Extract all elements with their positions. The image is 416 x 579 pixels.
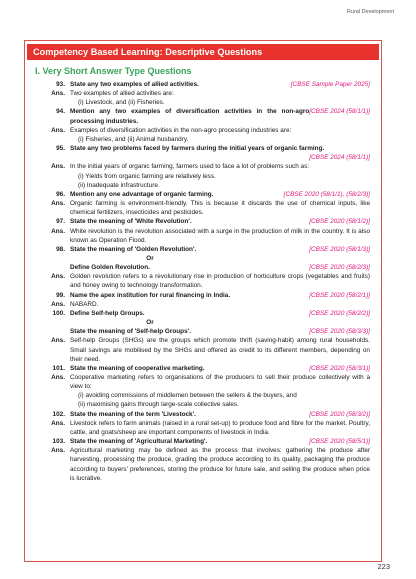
answer-label: Ans. (51, 419, 65, 427)
question-row (30, 364, 370, 373)
question-text: [CBSE 2020 (58/2/2)] Define Self-help Groups. (70, 309, 370, 317)
subpoint-text: (ii) Inadequate infrastructure. (78, 181, 160, 189)
question-number: 102. (52, 410, 65, 418)
exam-source-tag: [CBSE 2020 (58/2/2)] (309, 309, 370, 317)
question-row (30, 410, 370, 419)
or-separator (30, 254, 370, 263)
exam-source-tag: [CBSE 2020 (58/2/1)] (309, 291, 370, 299)
answer-row (30, 419, 370, 437)
question-number: 101. (52, 364, 65, 372)
answer-text: Examples of diversification activities in the non-agro processing industries are: (70, 126, 292, 134)
question-row (30, 107, 370, 125)
question-row (30, 309, 370, 318)
answer-row (30, 89, 370, 98)
question-number: 103. (52, 438, 65, 446)
answer-text: Organic farming is environment-friendly. This is because it discards the use of chemical inputs, like chemical fertilizers, insecticides and pesticides. (70, 200, 370, 217)
question-number: 94. (56, 108, 65, 116)
question-row (30, 263, 370, 272)
question-text: [CBSE 2020 (58/3/2)] State the meaning of the term 'Livestock'. (70, 410, 370, 418)
answer-row (30, 199, 370, 217)
answer-text: Self-help Groups (SHGs) are the groups which promote thrift (saving-habit) among rural households. Small savings are mobilised by the SHGs and offered as credit to its different members, depending on their need. (70, 337, 370, 363)
exam-source-tag: [CBSE Sample Paper 2025] (290, 81, 370, 88)
question-row (30, 80, 370, 89)
subpoint-text: (i) Fisheries, and (ii) Animal husbandry. (78, 135, 189, 143)
answer-text: Golden revolution refers to a revolutionary rise in production of horticulture crops (vegetables and fruits) and honey owing to technology transformation. (70, 273, 370, 290)
answer-text: NABARD. (70, 300, 99, 308)
answer-label: Ans. (51, 90, 65, 98)
question-number: 100. (52, 309, 65, 317)
exam-source-tag: [CBSE 2020 (58/5/1)] (309, 438, 370, 446)
question-text: [CBSE 2024 (58/1/1)] Mention any two examples of diversification activities in the non-agro processing industries. (70, 108, 370, 125)
question-text: [CBSE 2020 (58/2/3)] Define Golden Revolution. (70, 264, 370, 272)
answer-subpoint (30, 391, 370, 400)
answer-text: Livestock refers to farm animals (raised in a rural set-up) to produce food and fibre for the market. Poultry, cattle, and goats/sheep are important components of livestock in India. (70, 419, 370, 436)
question-row (30, 144, 370, 153)
answer-text: Cooperative marketing refers to organisations of the producers to sell their produce collectively with a view to: (70, 374, 370, 391)
page-number: 223 (377, 562, 390, 571)
question-number (30, 263, 70, 272)
exam-source-tag: [CBSE 2020 (58/3/2)] (309, 410, 370, 418)
exam-source-tag: [CBSE 2020 (58/1/3)] (309, 245, 370, 253)
exam-source-tag: [CBSE 2024 (58/1/1)] (309, 154, 370, 162)
question-number: 95. (56, 145, 65, 153)
answer-label: Ans. (51, 273, 65, 281)
subpoint-text: (i) avoiding commissions of middlemen between the sellers & the buyers, and (78, 392, 297, 400)
answer-row (30, 446, 370, 483)
question-number: 98. (56, 245, 65, 253)
answer-row (30, 272, 370, 290)
answer-label: Ans. (51, 447, 65, 455)
exam-source-line (30, 153, 370, 162)
question-number: 96. (56, 190, 65, 198)
answer-subpoint (30, 181, 370, 190)
exam-source-tag: [CBSE 2020 (58/2/3)] (309, 264, 370, 272)
answer-label: Ans. (51, 300, 65, 308)
answer-label: Ans. (51, 374, 65, 381)
question-row (30, 291, 370, 300)
answer-row (30, 336, 370, 363)
question-number: 93. (56, 81, 65, 88)
answer-text: White revolution is the revolution associated with a surge in the production of milk in the country. It is also known as Operation Flood. (70, 227, 370, 244)
answer-text: Two examples of allied activities are: (70, 90, 174, 98)
question-text: [CBSE 2020 (58/3/1)] State the meaning of cooperative marketing. (70, 364, 370, 372)
question-text: [CBSE 2020 (58/1/3)] State the meaning of 'Golden Revolution'. (70, 245, 370, 253)
answer-subpoint (30, 98, 370, 107)
question-text: [CBSE 2020 (58/5/1)] State the meaning of 'Agricultural Marketing'. (70, 438, 370, 446)
question-text: [CBSE 2020 (58/1/1), (58/2/3)] Mention any one advantage of organic farming. (70, 190, 370, 198)
exam-source-tag (70, 153, 370, 162)
subpoint-text: (ii) maximising gains through large-scale collective sales. (78, 401, 239, 409)
question-number (30, 327, 70, 336)
or-separator (30, 318, 370, 327)
question-row (30, 327, 370, 336)
answer-subpoint (30, 172, 370, 181)
answer-row (30, 162, 370, 171)
answer-row (30, 300, 370, 309)
section-banner: Competency Based Learning: Descriptive Questions (27, 44, 379, 60)
question-text: [CBSE 2020 (58/1/2)] State the meaning of 'White Revolution'. (70, 218, 370, 226)
exam-source-tag: [CBSE 2024 (58/1/1)] (309, 108, 370, 116)
question-text: [CBSE 2020 (58/2/1)] Name the apex institution for rural financing in India. (70, 291, 370, 299)
question-row (30, 190, 370, 199)
question-answer-list (30, 80, 370, 483)
question-text: [CBSE Sample Paper 2025] State any two examples of allied activities. (70, 81, 370, 88)
answer-label: Ans. (51, 227, 65, 235)
section-title: I. Very Short Answer Type Questions (35, 66, 192, 76)
answer-text: Agricultural marketing may be defined as the process that involves: gathering the produce after harvesting, processing the produce, grading the produce according to its quality, packaging the produce according to buyers' preferences, storing the produce for future sale, and selling the produce when price is lucrative. (70, 447, 370, 482)
answer-label: Ans. (51, 126, 65, 134)
subpoint-text: (i) Livestock, and (ii) Fisheries. (78, 99, 165, 107)
question-number: 97. (56, 218, 65, 226)
exam-source-tag: [CBSE 2020 (58/1/1), (58/2/3)] (283, 190, 370, 198)
answer-label: Ans. (51, 163, 65, 171)
answer-label: Ans. (51, 337, 65, 345)
answer-text: In the initial years of organic farming, farmers used to face a lot of problems such as: (70, 163, 310, 171)
or-text: Or (146, 254, 154, 262)
question-row (30, 217, 370, 226)
or-text: Or (146, 319, 154, 327)
question-row (30, 245, 370, 254)
question-number: 99. (56, 291, 65, 299)
question-row (30, 437, 370, 446)
exam-source-tag: [CBSE 2020 (58/1/2)] (309, 218, 370, 226)
answer-row (30, 126, 370, 135)
subpoint-text: (i) Yields from organic farming are relatively less. (78, 172, 216, 180)
question-text: [CBSE 2020 (58/3/3)] State the meaning of 'Self-help Groups'. (70, 328, 370, 336)
exam-source-tag: [CBSE 2020 (58/3/1)] (309, 364, 370, 372)
answer-subpoint (30, 400, 370, 409)
answer-row (30, 373, 370, 391)
exam-source-tag: [CBSE 2020 (58/3/3)] (309, 328, 370, 336)
question-text: State any two problems faced by farmers during the initial years of organic farming. (70, 145, 325, 153)
answer-subpoint (30, 135, 370, 144)
answer-row (30, 227, 370, 245)
answer-label: Ans. (51, 200, 65, 208)
running-head: Rural Development (346, 9, 394, 15)
